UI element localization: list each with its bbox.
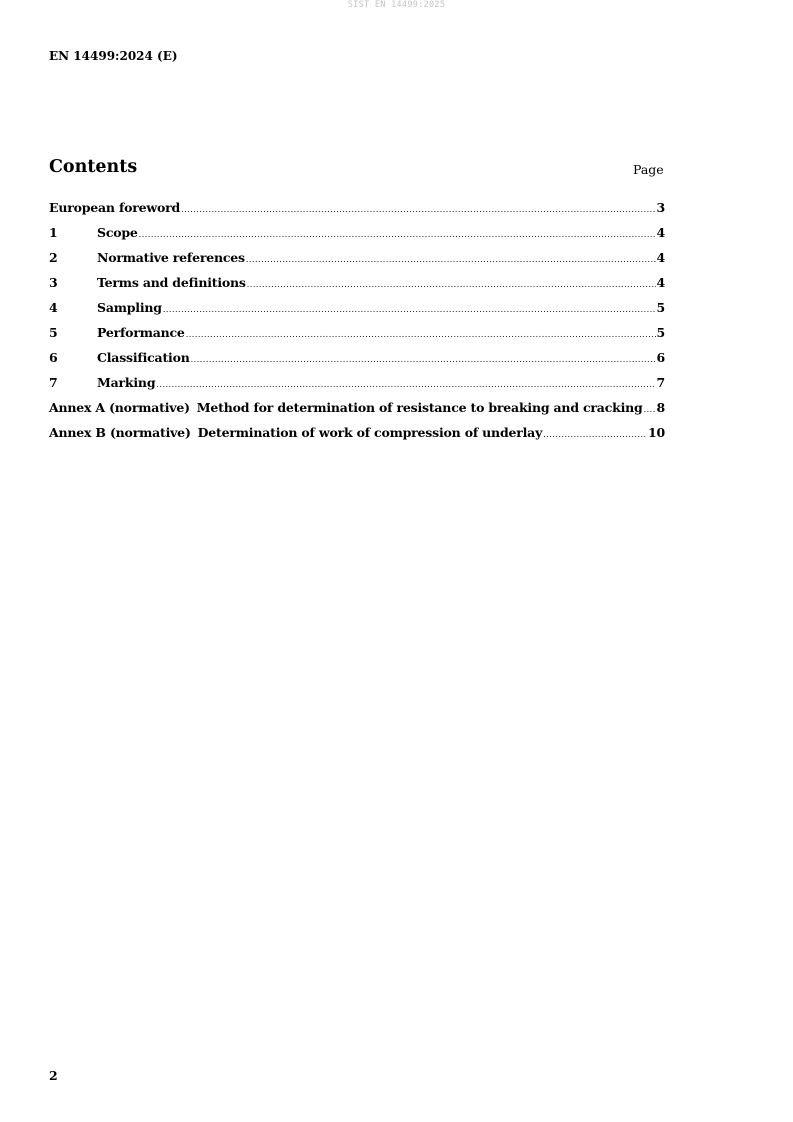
toc-entry-page: 6: [656, 350, 665, 365]
toc-entry-page: 4: [656, 250, 665, 265]
toc-leader-dots: [139, 230, 656, 239]
toc-leader-dots: [543, 430, 647, 439]
toc-entry-title: Normative references: [97, 250, 245, 265]
toc-leader-dots: [186, 330, 656, 339]
toc-annex-label: Annex A (normative): [49, 400, 190, 415]
toc-entry-page: 8: [656, 400, 665, 415]
toc-entry-normative-references[interactable]: [49, 250, 665, 275]
toc-entry-title: Performance: [97, 325, 185, 340]
toc-entry-number: 6: [49, 350, 58, 365]
toc-entry-number: 3: [49, 275, 58, 290]
toc-entry-title: Marking: [97, 375, 156, 390]
toc-entry-number: 4: [49, 300, 58, 315]
page-column-heading: Page: [633, 162, 664, 177]
toc-entry-european-foreword[interactable]: [49, 200, 665, 225]
toc-leader-dots: [247, 280, 656, 289]
toc-entry-page: 4: [656, 275, 665, 290]
toc-entry-title: Scope: [97, 225, 138, 240]
toc-leader-dots: [191, 355, 656, 364]
toc-entry-number: 1: [49, 225, 58, 240]
toc-entry-title: Terms and definitions: [97, 275, 246, 290]
watermark: SIST EN 14499:2025: [347, 0, 446, 10]
toc-entry-annex-a[interactable]: [49, 400, 665, 425]
toc-entry-page: 3: [656, 200, 665, 215]
table-of-contents: [49, 200, 665, 450]
toc-entry-page: 5: [656, 325, 665, 340]
toc-entry-title: Determination of work of compression of underlay: [197, 425, 543, 440]
page-number: 2: [49, 1068, 58, 1083]
toc-entry-terms-and-definitions[interactable]: [49, 275, 665, 300]
toc-entry-title: European foreword: [49, 200, 181, 215]
document-id: EN 14499:2024 (E): [49, 49, 178, 63]
toc-entry-title: Classification: [97, 350, 190, 365]
toc-leader-dots: [156, 380, 655, 389]
contents-title: Contents: [49, 157, 138, 177]
toc-leader-dots: [246, 255, 656, 264]
toc-leader-dots: [644, 405, 656, 414]
toc-entry-number: 2: [49, 250, 58, 265]
toc-leader-dots: [163, 305, 656, 314]
toc-entry-title: Sampling: [97, 300, 162, 315]
toc-annex-label: Annex B (normative): [49, 425, 191, 440]
toc-entry-classification[interactable]: [49, 350, 665, 375]
toc-entry-number: 5: [49, 325, 58, 340]
toc-entry-performance[interactable]: [49, 325, 665, 350]
toc-entry-number: 7: [49, 375, 58, 390]
toc-entry-page: 10: [648, 425, 665, 440]
toc-entry-sampling[interactable]: [49, 300, 665, 325]
toc-entry-marking[interactable]: [49, 375, 665, 400]
toc-entry-title: Method for determination of resistance to breaking and cracking: [196, 400, 643, 415]
toc-leader-dots: [181, 205, 655, 214]
toc-entry-page: 4: [656, 225, 665, 240]
toc-entry-page: 5: [656, 300, 665, 315]
toc-entry-annex-b[interactable]: [49, 425, 665, 450]
toc-entry-scope[interactable]: [49, 225, 665, 250]
toc-entry-page: 7: [656, 375, 665, 390]
